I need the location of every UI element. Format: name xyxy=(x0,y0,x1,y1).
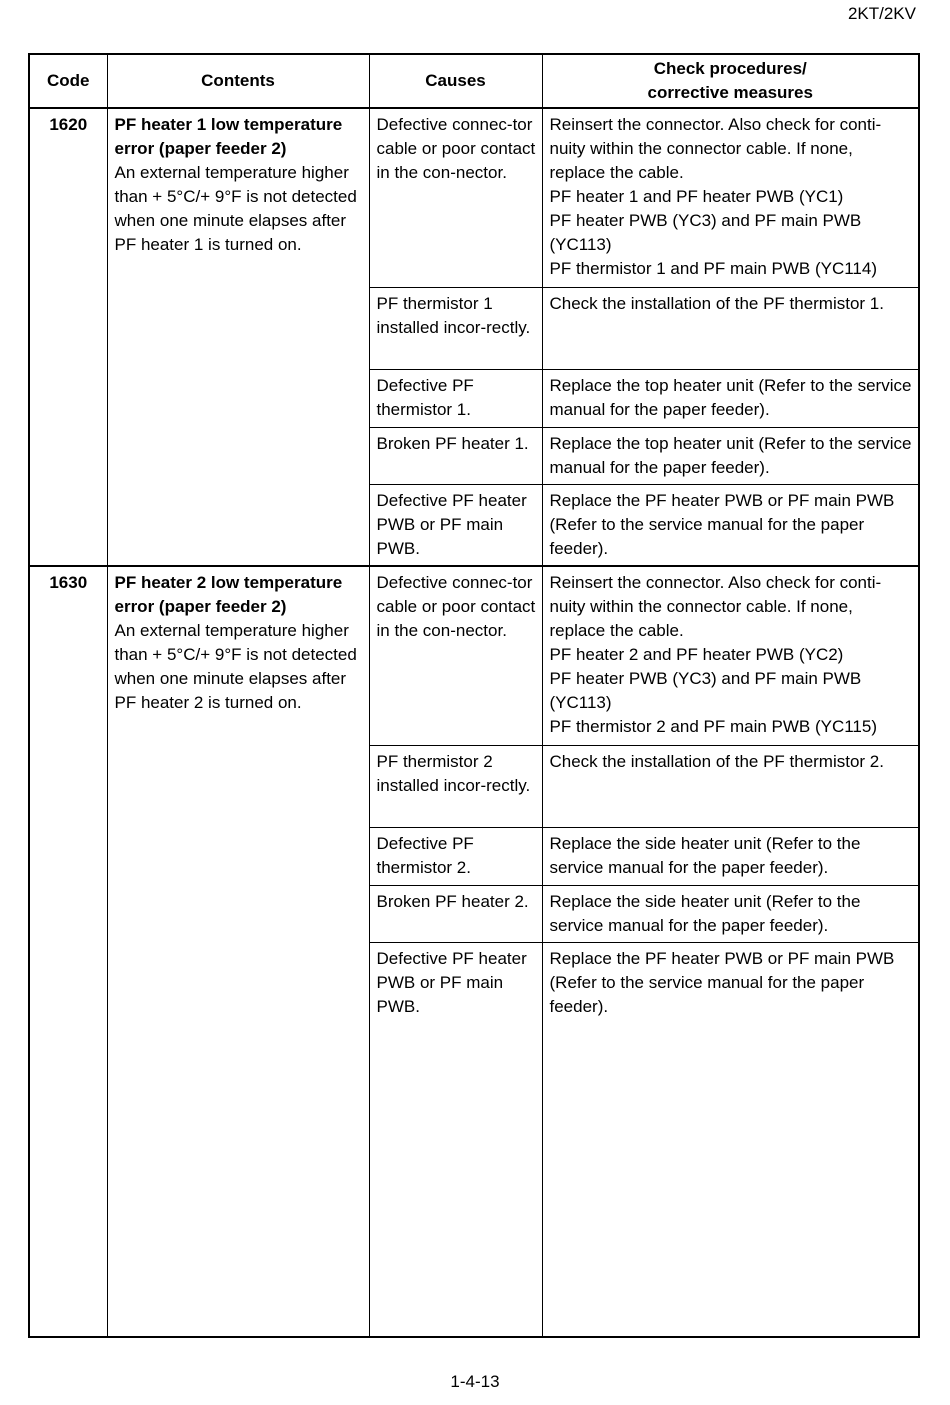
column-header-check-line2: corrective measures xyxy=(647,83,813,102)
column-header-check-procedures xyxy=(542,54,919,108)
table-body xyxy=(29,108,919,1337)
error-title: PF heater 1 low temperature error (paper feeder 2) xyxy=(114,115,343,158)
error-contents xyxy=(107,108,369,566)
error-title: PF heater 2 low temperature error (paper feeder 2) xyxy=(114,573,343,616)
measure-cell: Check the installation of the PF thermistor 1. xyxy=(542,288,919,370)
cause-cell: Defective PF heater PWB or PF main PWB. xyxy=(369,485,542,567)
error-code: 1620 xyxy=(29,108,107,566)
cause-cell: Broken PF heater 1. xyxy=(369,428,542,485)
error-description: An external temperature higher than + 5°C/+ 9°F is not detected when one minute elapses after PF heater 1 is turned on. xyxy=(114,163,357,254)
measure-line: PF heater PWB (YC3) and PF main PWB (YC113) xyxy=(549,211,862,254)
cause-cell: Defective connec-tor cable or poor contact in the con-nector. xyxy=(369,108,542,288)
table-row xyxy=(29,108,919,288)
cause-cell: Broken PF heater 2. xyxy=(369,886,542,943)
measure-cell: Check the installation of the PF thermistor 2. xyxy=(542,746,919,828)
measure-cell: Replace the top heater unit (Refer to the service manual for the paper feeder). xyxy=(542,370,919,428)
column-header-causes: Causes xyxy=(369,54,542,108)
table-header-row xyxy=(29,54,919,108)
cause-cell: Defective connec-tor cable or poor contact in the con-nector. xyxy=(369,566,542,746)
column-header-check-line1: Check procedures/ xyxy=(653,59,807,78)
measure-cell: Replace the top heater unit (Refer to the service manual for the paper feeder). xyxy=(542,428,919,485)
column-header-contents: Contents xyxy=(107,54,369,108)
measure-line: PF thermistor 2 and PF main PWB (YC115) xyxy=(549,717,878,736)
measure-line: PF heater 1 and PF heater PWB (YC1) xyxy=(549,187,844,206)
error-description: An external temperature higher than + 5°C/+ 9°F is not detected when one minute elapses after PF heater 2 is turned on. xyxy=(114,621,357,712)
measure-line: Reinsert the connector. Also check for conti-nuity within the connector cable. If none, replace the cable. xyxy=(549,115,882,182)
measure-cell: Replace the side heater unit (Refer to the service manual for the paper feeder). xyxy=(542,828,919,886)
error-contents xyxy=(107,566,369,1337)
measure-cell: Replace the PF heater PWB or PF main PWB (Refer to the service manual for the paper feeder). xyxy=(542,485,919,567)
measure-cell xyxy=(542,108,919,288)
page-number: 1-4-13 xyxy=(450,1372,500,1391)
column-header-code: Code xyxy=(29,54,107,108)
measure-cell: Replace the side heater unit (Refer to the service manual for the paper feeder). xyxy=(542,886,919,943)
measure-line: PF thermistor 1 and PF main PWB (YC114) xyxy=(549,259,878,278)
cause-cell: PF thermistor 2 installed incor-rectly. xyxy=(369,746,542,828)
cause-cell: Defective PF heater PWB or PF main PWB. xyxy=(369,943,542,1338)
cause-cell: Defective PF thermistor 1. xyxy=(369,370,542,428)
table-row xyxy=(29,566,919,746)
measure-line: PF heater PWB (YC3) and PF main PWB (YC113) xyxy=(549,669,862,712)
cause-cell: PF thermistor 1 installed incor-rectly. xyxy=(369,288,542,370)
model-code: 2KT/2KV xyxy=(847,4,916,23)
measure-cell xyxy=(542,566,919,746)
error-code-table xyxy=(28,53,920,1338)
cause-cell: Defective PF thermistor 2. xyxy=(369,828,542,886)
measure-line: Reinsert the connector. Also check for conti-nuity within the connector cable. If none, replace the cable. xyxy=(549,573,882,640)
measure-line: PF heater 2 and PF heater PWB (YC2) xyxy=(549,645,844,664)
error-code: 1630 xyxy=(29,566,107,1337)
measure-cell: Replace the PF heater PWB or PF main PWB (Refer to the service manual for the paper feeder). xyxy=(542,943,919,1338)
